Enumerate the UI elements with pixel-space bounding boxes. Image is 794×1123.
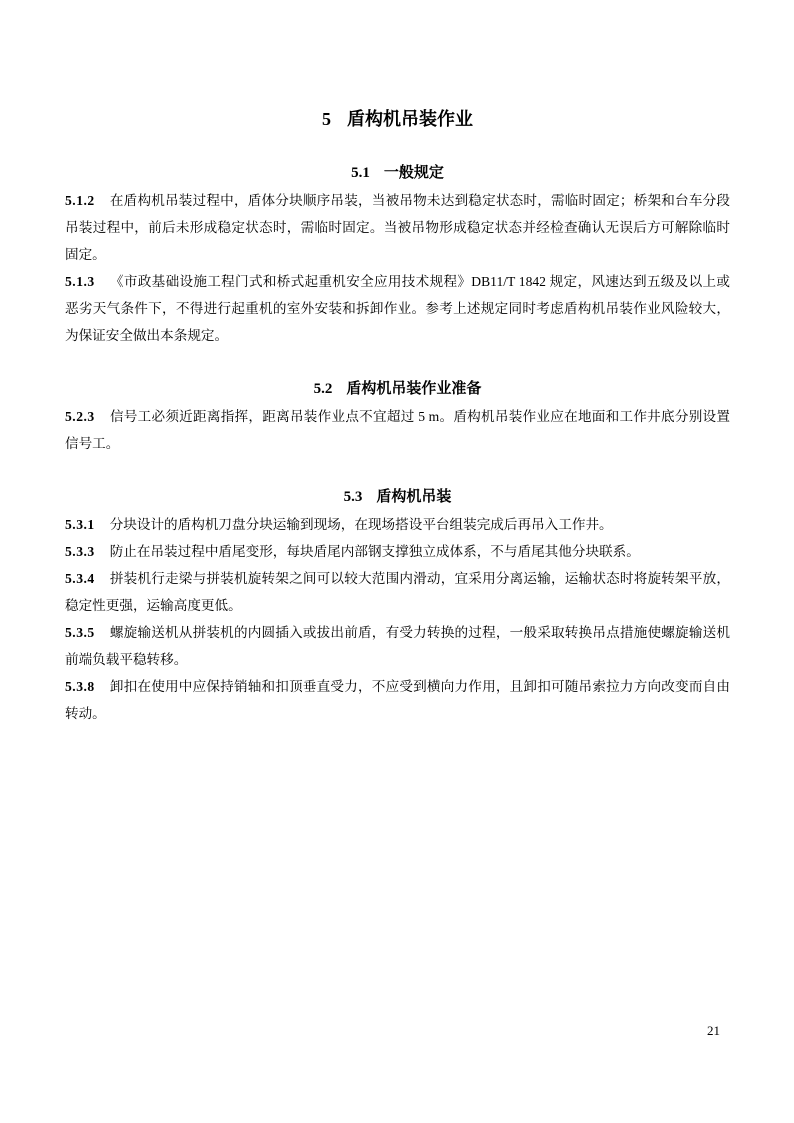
clause-text: 分块设计的盾构机刀盘分块运输到现场，在现场搭设平台组装完成后再吊入工作井。 [109,517,613,532]
section-number: 5.2 [313,381,333,397]
section-heading [65,376,730,403]
section-title-text: 一般规定 [383,165,444,181]
clause-5-3-1 [65,511,730,538]
section-5-1 [65,160,730,349]
clause-5-3-8 [65,673,730,727]
section-title-text: 盾构机吊装作业准备 [346,381,482,397]
clause-text: 防止在吊装过程中盾尾变形，每块盾尾内部钢支撑独立成体系，不与盾尾其他分块联系。 [109,544,640,559]
clause-5-3-3 [65,538,730,565]
section-title-text: 盾构机吊装 [376,489,452,505]
clause-text: 卸扣在使用中应保持销轴和扣顶垂直受力，不应受到横向力作用，且卸扣可随吊索拉力方向改变而自由转动。 [65,679,730,721]
chapter-title [65,106,730,133]
clause-5-1-3 [65,268,730,349]
clause-text: 螺旋输送机从拼装机的内圆插入或拔出前盾，有受力转换的过程，一般采取转换吊点措施使螺旋输送机前端负载平稳转移。 [65,625,730,667]
clause-text: 信号工必须近距离指挥，距离吊装作业点不宜超过 5 m。盾构机吊装作业应在地面和工作井底分别设置信号工。 [65,409,730,451]
clause-number: 5.1.3 [65,274,95,289]
section-number: 5.3 [343,489,363,505]
clause-number: 5.3.4 [65,571,95,586]
clause-number: 5.3.3 [65,544,95,559]
clause-number: 5.1.2 [65,193,95,208]
clause-number: 5.2.3 [65,409,95,424]
clause-5-2-3 [65,403,730,457]
chapter-number: 5 [322,109,331,129]
clause-text: 拼装机行走梁与拼装机旋转架之间可以较大范围内滑动，宜采用分离运输，运输状态时将旋转架平放，稳定性更强，运输高度更低。 [65,571,730,613]
clause-5-3-4 [65,565,730,619]
clause-5-1-2 [65,187,730,268]
page-number: 21 [707,1023,720,1038]
clause-number: 5.3.5 [65,625,95,640]
section-heading [65,160,730,187]
clause-text: 在盾构机吊装过程中，盾体分块顺序吊装，当被吊物未达到稳定状态时，需临时固定；桥架和台车分段吊装过程中，前后未形成稳定状态时，需临时固定。当被吊物形成稳定状态并经检查确认无误后方可解除临时固定。 [65,193,730,262]
chapter-title-text: 盾构机吊装作业 [347,109,473,129]
clause-number: 5.3.1 [65,517,95,532]
section-heading [65,484,730,511]
section-5-2 [65,376,730,457]
clause-text: 《市政基础设施工程门式和桥式起重机安全应用技术规程》DB11/T 1842 规定，风速达到五级及以上或恶劣天气条件下，不得进行起重机的室外安装和拆卸作业。参考上述规定同时考虑盾构机吊装作业风险较大，为保证安全做出本条规定。 [65,274,730,343]
clause-number: 5.3.8 [65,679,95,694]
clause-5-3-5 [65,619,730,673]
section-number: 5.1 [351,165,370,181]
section-5-3 [65,484,730,727]
